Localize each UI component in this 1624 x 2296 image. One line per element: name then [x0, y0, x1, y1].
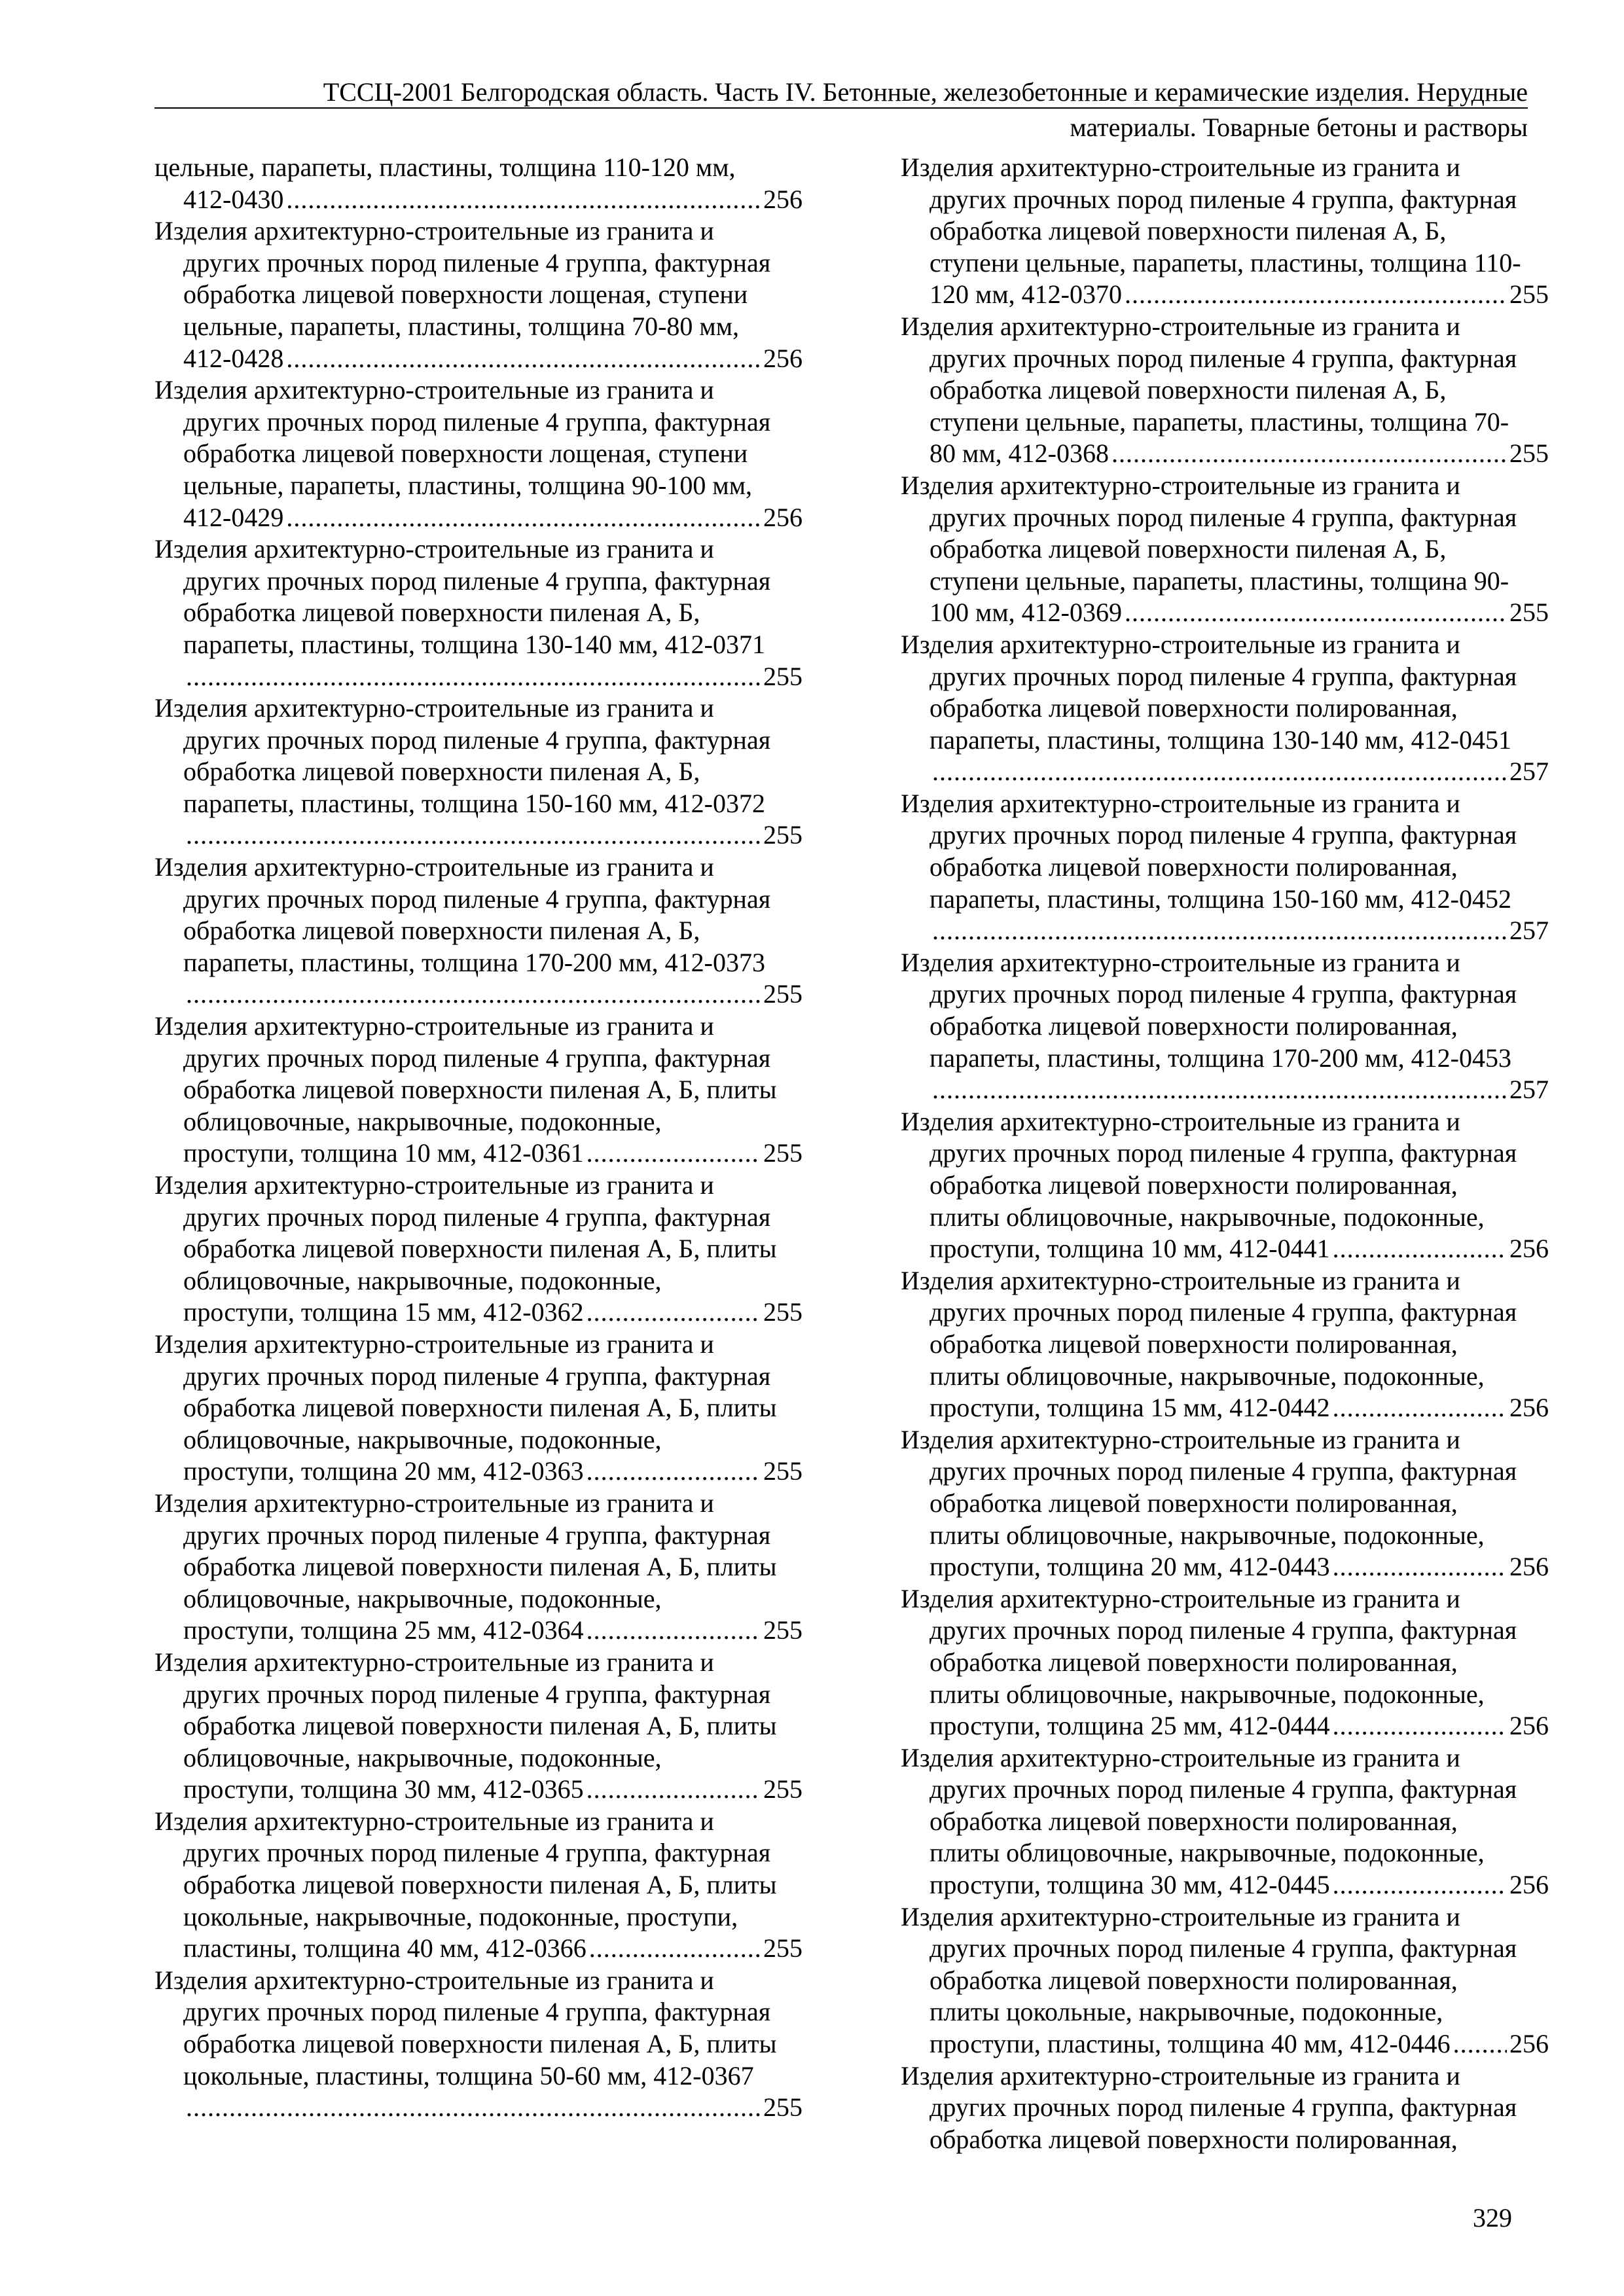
index-entry-line: Изделия архитектурно-строительные из гранита и	[901, 311, 1460, 341]
index-entry	[154, 533, 803, 692]
dot-leader	[1333, 1551, 1507, 1583]
index-entry-line: других прочных пород пиленые 4 группа, фактурная	[929, 1456, 1517, 1486]
index-entry-line: обработка лицевой поверхности полированная,	[929, 1806, 1458, 1836]
index-entry-line: цельные, парапеты, пластины, толщина 90-100 мм,	[183, 470, 753, 500]
dot-leader	[186, 661, 761, 693]
index-entry-text: 412-0430	[183, 184, 284, 214]
dot-leader	[586, 1615, 761, 1647]
index-entry	[154, 374, 803, 533]
index-entry-line: Изделия архитектурно-строительные из гранита и	[154, 534, 714, 564]
index-entry-line: других прочных пород пиленые 4 группа, фактурная	[183, 1202, 771, 1232]
index-page-ref[interactable]: 255	[763, 1615, 803, 1645]
index-page-ref[interactable]: 256	[763, 502, 803, 532]
index-entry-line: обработка лицевой поверхности лощеная, ступени	[183, 439, 748, 469]
index-page-ref[interactable]: 255	[1509, 439, 1549, 469]
index-entry-line: обработка лицевой поверхности полированная,	[929, 1011, 1458, 1041]
dot-leader	[1125, 279, 1507, 311]
index-entry-line: Изделия архитектурно-строительные из гранита и	[154, 1488, 714, 1518]
index-entry-line: Изделия архитектурно-строительные из гранита и	[901, 1742, 1460, 1772]
index-entry-text: проступи, толщина 20 мм, 412-0363	[183, 1456, 584, 1486]
index-entry-line: обработка лицевой поверхности пиленая А, Б,	[183, 598, 700, 628]
dot-leader	[186, 978, 761, 1011]
dot-leader	[932, 915, 1507, 947]
index-entry-line: облицовочные, накрывочные, подоконные,	[183, 1583, 662, 1613]
index-entry-line	[929, 438, 1549, 470]
dot-leader	[1333, 1710, 1507, 1742]
index-entry-line: парапеты, пластины, толщина 130-140 мм, 412-0371	[183, 629, 765, 659]
index-entry-line: обработка лицевой поверхности пиленая А, Б, плиты	[183, 1234, 777, 1264]
index-entry-line: обработка лицевой поверхности пиленая А, Б, плиты	[183, 2029, 777, 2059]
index-entry-line: обработка лицевой поверхности пиленая А, Б, плиты	[183, 1552, 777, 1582]
index-entry-line: других прочных пород пиленые 4 группа, фактурная	[929, 1615, 1517, 1645]
index-entry-text: проступи, толщина 10 мм, 412-0441	[929, 1234, 1330, 1264]
index-entry	[901, 470, 1549, 629]
index-entry	[154, 852, 803, 1011]
index-entry-line: обработка лицевой поверхности пиленая А, Б, плиты	[183, 1870, 777, 1900]
index-entry-line: других прочных пород пиленые 4 группа, фактурная	[183, 1997, 771, 2027]
index-entry-line: других прочных пород пиленые 4 группа, фактурная	[183, 1838, 771, 1868]
index-page-ref[interactable]: 256	[1509, 1870, 1549, 1900]
index-entry	[901, 947, 1549, 1106]
index-page-ref[interactable]: 256	[763, 343, 803, 373]
index-entry-line: цельные, парапеты, пластины, толщина 70-80 мм,	[183, 311, 740, 341]
index-page-ref[interactable]: 256	[1509, 1393, 1549, 1423]
index-entry-line: Изделия архитектурно-строительные из гранита и	[154, 852, 714, 882]
index-entry-line	[183, 1297, 803, 1329]
index-entry-line: облицовочные, накрывочные, подоконные,	[183, 1106, 662, 1136]
index-page-ref[interactable]: 256	[1509, 1552, 1549, 1582]
index-entry-line: ступени цельные, парапеты, пластины, толщина 90-	[929, 565, 1509, 596]
index-entry	[901, 1265, 1549, 1424]
index-entry-line: плиты облицовочные, накрывочные, подоконные,	[929, 1361, 1485, 1391]
index-entry	[154, 1011, 803, 1170]
index-entry-line: других прочных пород пиленые 4 группа, фактурная	[929, 1138, 1517, 1168]
index-entry-text: проступи, толщина 25 мм, 412-0364	[183, 1615, 584, 1645]
index-entry-line: обработка лицевой поверхности полированная,	[929, 2124, 1458, 2154]
dot-leader	[1333, 1233, 1507, 1265]
index-entry-line: Изделия архитектурно-строительные из гранита и	[901, 788, 1460, 818]
index-column-right	[901, 152, 1549, 2155]
index-entry	[154, 152, 803, 215]
index-entry-line: обработка лицевой поверхности полированная,	[929, 693, 1458, 723]
index-entry	[901, 152, 1549, 311]
index-entry-text: проступи, толщина 15 мм, 412-0442	[929, 1393, 1330, 1423]
index-page-ref[interactable]: 256	[1509, 1234, 1549, 1264]
dot-leader	[586, 1774, 761, 1806]
index-page-ref[interactable]: 255	[763, 979, 803, 1009]
index-entry-line: других прочных пород пиленые 4 группа, фактурная	[929, 1297, 1517, 1327]
index-entry-text: проступи, толщина 10 мм, 412-0361	[183, 1138, 584, 1168]
index-entry	[901, 1742, 1549, 1901]
index-entry-line: обработка лицевой поверхности пиленая А, Б,	[929, 534, 1447, 564]
index-entry-line	[183, 184, 803, 216]
index-entry-line: других прочных пород пиленые 4 группа, фактурная	[929, 343, 1517, 373]
index-entry-line: парапеты, пластины, толщина 150-160 мм, 412-0372	[183, 788, 765, 818]
index-entry-line	[929, 1233, 1549, 1265]
index-entry-line	[183, 1774, 803, 1806]
index-entry	[154, 692, 803, 852]
index-entry-line	[929, 756, 1549, 788]
index-entry	[901, 1901, 1549, 2060]
index-entry-line	[929, 1392, 1549, 1424]
index-entry-line: других прочных пород пиленые 4 группа, фактурная	[929, 1774, 1517, 1804]
index-entry	[901, 1583, 1549, 1742]
index-entry-line	[183, 819, 803, 852]
running-header-continued	[154, 111, 1528, 144]
index-entry-line	[929, 1074, 1549, 1106]
index-entry-line: Изделия архитектурно-строительные из гранита и	[901, 1424, 1460, 1454]
index-entry-line: Изделия архитектурно-строительные из гранита и	[154, 1011, 714, 1041]
index-entry-line: других прочных пород пиленые 4 группа, фактурная	[929, 661, 1517, 691]
index-page-ref[interactable]: 255	[763, 1774, 803, 1804]
index-entry-line: ступени цельные, парапеты, пластины, толщина 110-	[929, 247, 1521, 278]
index-page-ref[interactable]: 255	[763, 1933, 803, 1964]
index-entry-line: Изделия архитектурно-строительные из гранита и	[154, 375, 714, 405]
dot-leader	[186, 2092, 761, 2124]
index-page-ref[interactable]: 257	[1509, 916, 1549, 946]
index-entry-line: цокольные, пластины, толщина 50-60 мм, 412-0367	[183, 2060, 754, 2090]
index-page-ref[interactable]: 257	[1509, 1075, 1549, 1105]
index-entry-line: плиты облицовочные, накрывочные, подоконные,	[929, 1679, 1485, 1709]
index-entry-line: Изделия архитектурно-строительные из гранита и	[901, 947, 1460, 977]
dot-leader	[586, 1456, 761, 1488]
index-entry-line: облицовочные, накрывочные, подоконные,	[183, 1424, 662, 1454]
index-page-ref[interactable]: 255	[763, 1456, 803, 1486]
dot-leader	[586, 1138, 761, 1170]
index-entry-text: проступи, толщина 20 мм, 412-0443	[929, 1552, 1330, 1582]
index-entry-line	[183, 343, 803, 375]
dot-leader	[589, 1933, 761, 1965]
index-entry	[901, 629, 1549, 788]
page-number: 329	[1473, 2203, 1512, 2233]
index-entry-text: 100 мм, 412-0369	[929, 598, 1122, 628]
index-entry-text: проступи, толщина 25 мм, 412-0444	[929, 1711, 1330, 1741]
index-entry-text: 120 мм, 412-0370	[929, 279, 1122, 310]
index-entry-line: других прочных пород пиленые 4 группа, фактурная	[929, 979, 1517, 1009]
index-entry-line: Изделия архитектурно-строительные из гранита и	[901, 629, 1460, 659]
index-entry-line: обработка лицевой поверхности полированная,	[929, 1329, 1458, 1359]
index-page-ref[interactable]: 255	[763, 661, 803, 691]
index-entry-line: парапеты, пластины, толщина 170-200 мм, 412-0373	[183, 947, 765, 977]
index-entry-line: других прочных пород пиленые 4 группа, фактурная	[183, 406, 771, 437]
dot-leader	[286, 184, 761, 216]
index-entry-line: обработка лицевой поверхности полированная,	[929, 1488, 1458, 1518]
index-entry-line: Изделия архитектурно-строительные из гранита и	[901, 1583, 1460, 1613]
index-entry-line: других прочных пород пиленые 4 группа, фактурная	[183, 247, 771, 278]
dot-leader	[186, 819, 761, 852]
index-entry-line: других прочных пород пиленые 4 группа, фактурная	[929, 184, 1517, 214]
index-entry-line	[183, 1138, 803, 1170]
index-entry	[154, 215, 803, 374]
index-entry-line: облицовочные, накрывочные, подоконные,	[183, 1742, 662, 1772]
index-entry-line: других прочных пород пиленые 4 группа, фактурная	[183, 1361, 771, 1391]
index-entry-text: пластины, толщина 40 мм, 412-0366	[183, 1933, 586, 1964]
index-entry-line: Изделия архитектурно-строительные из гранита и	[901, 1106, 1460, 1136]
header-line-1: ТССЦ-2001 Белгородская область. Часть IV. Бетонные, железобетонные и керамические изделия. Нерудные	[323, 77, 1528, 107]
index-entry-line	[929, 1869, 1549, 1901]
index-entry-line: обработка лицевой поверхности пиленая А, Б, плиты	[183, 1711, 777, 1741]
index-entry-line: Изделия архитектурно-строительные из гранита и	[154, 1965, 714, 1995]
index-entry-line: Изделия архитектурно-строительные из гранита и	[901, 1265, 1460, 1295]
index-entry-line: обработка лицевой поверхности лощеная, ступени	[183, 279, 748, 310]
index-entry	[154, 1329, 803, 1488]
index-entry-line: других прочных пород пиленые 4 группа, фактурная	[929, 2092, 1517, 2123]
dot-leader	[586, 1297, 761, 1329]
index-entry-line	[929, 279, 1549, 311]
index-entry-line: других прочных пород пиленые 4 группа, фактурная	[929, 820, 1517, 850]
dot-leader	[286, 343, 761, 375]
index-entry-line	[929, 597, 1549, 629]
index-entry-line: Изделия архитектурно-строительные из гранита и	[154, 693, 714, 723]
index-page-ref[interactable]: 255	[763, 1297, 803, 1327]
index-entry-line: обработка лицевой поверхности полированная,	[929, 1965, 1458, 1995]
index-page-ref[interactable]: 255	[1509, 598, 1549, 628]
index-page-ref[interactable]: 255	[763, 820, 803, 850]
dot-leader	[932, 1074, 1507, 1106]
index-entry-line: Изделия архитектурно-строительные из гранита и	[154, 1647, 714, 1677]
index-entry-line: парапеты, пластины, толщина 150-160 мм, 412-0452	[929, 884, 1511, 914]
index-entry-text: проступи, толщина 30 мм, 412-0445	[929, 1870, 1330, 1900]
index-entry-text: проступи, толщина 30 мм, 412-0365	[183, 1774, 584, 1804]
index-entry-line: плиты облицовочные, накрывочные, подоконные,	[929, 1520, 1485, 1550]
index-entry-text: 412-0428	[183, 343, 284, 373]
index-page-ref[interactable]: 256	[763, 184, 803, 214]
index-entry-line: других прочных пород пиленые 4 группа, фактурная	[183, 1043, 771, 1073]
index-entry-line: обработка лицевой поверхности полированная,	[929, 1647, 1458, 1677]
index-entry-line: Изделия архитектурно-строительные из гранита и	[901, 470, 1460, 500]
index-entry-line	[183, 978, 803, 1011]
index-entry-line: других прочных пород пиленые 4 группа, фактурная	[183, 884, 771, 914]
index-entry-line: других прочных пород пиленые 4 группа, фактурная	[929, 502, 1517, 532]
dot-leader	[286, 502, 761, 534]
index-entry-text: 412-0429	[183, 502, 284, 532]
index-entry-line: Изделия архитектурно-строительные из гранита и	[901, 1901, 1460, 1931]
index-entry	[901, 1106, 1549, 1265]
index-entry-line: других прочных пород пиленые 4 группа, фактурная	[929, 1933, 1517, 1964]
index-entry-line: Изделия архитектурно-строительные из гранита и	[154, 1329, 714, 1359]
index-entry-line	[183, 2092, 803, 2124]
index-entry-line: других прочных пород пиленые 4 группа, фактурная	[183, 1520, 771, 1550]
index-entry-line: других прочных пород пиленые 4 группа, фактурная	[183, 565, 771, 596]
dot-leader	[932, 756, 1507, 788]
index-entry-line: плиты облицовочные, накрывочные, подоконные,	[929, 1202, 1485, 1232]
index-page-ref[interactable]: 255	[1509, 279, 1549, 310]
index-entry-line	[183, 502, 803, 534]
index-entry-line	[929, 1710, 1549, 1742]
index-entry-line: других прочных пород пиленые 4 группа, фактурная	[183, 725, 771, 755]
running-header	[154, 77, 1528, 109]
index-entry	[154, 1647, 803, 1806]
index-entry-line: обработка лицевой поверхности полированная,	[929, 852, 1458, 882]
header-line-2: материалы. Товарные бетоны и растворы	[1070, 113, 1528, 142]
index-page-ref[interactable]: 257	[1509, 757, 1549, 787]
dot-leader	[1125, 597, 1507, 629]
index-entry	[901, 311, 1549, 470]
index-entry	[154, 1170, 803, 1329]
index-entry-line: обработка лицевой поверхности пиленая А, Б,	[183, 757, 700, 787]
index-entry	[901, 2060, 1549, 2156]
index-entry-line	[183, 1615, 803, 1647]
index-entry	[154, 1488, 803, 1647]
index-entry-line: Изделия архитектурно-строительные из гранита и	[154, 1806, 714, 1836]
index-entry	[901, 788, 1549, 947]
index-entry-text: проступи, толщина 15 мм, 412-0362	[183, 1297, 584, 1327]
index-page-ref[interactable]: 256	[1509, 1711, 1549, 1741]
index-entry-line: парапеты, пластины, толщина 130-140 мм, 412-0451	[929, 725, 1511, 755]
index-page-ref[interactable]: 255	[763, 1138, 803, 1168]
index-entry-line	[183, 661, 803, 693]
index-entry-line: Изделия архитектурно-строительные из гранита и	[901, 2060, 1460, 2090]
dot-leader	[1111, 438, 1507, 470]
index-entry-line: Изделия архитектурно-строительные из гранита и	[154, 1170, 714, 1200]
index-entry-line: плиты цокольные, накрывочные, подоконные,	[929, 1997, 1443, 2027]
index-entry-text: проступи, пластины, толщина 40 мм, 412-0446	[929, 2029, 1451, 2059]
dot-leader	[1333, 1869, 1507, 1901]
index-entry-line: других прочных пород пиленые 4 группа, фактурная	[183, 1679, 771, 1709]
index-entry-line	[183, 1456, 803, 1488]
index-entry-line: обработка лицевой поверхности пиленая А, Б,	[183, 916, 700, 946]
index-entry-line	[929, 915, 1549, 947]
index-entry-line: плиты облицовочные, накрывочные, подоконные,	[929, 1838, 1485, 1868]
index-entry-line: обработка лицевой поверхности полированная,	[929, 1170, 1458, 1200]
index-entry-line	[929, 1551, 1549, 1583]
index-entry-line: ступени цельные, парапеты, пластины, толщина 70-	[929, 406, 1509, 437]
index-entry	[901, 1424, 1549, 1583]
index-entry-line: обработка лицевой поверхности пиленая А, Б,	[929, 375, 1447, 405]
index-entry	[154, 1806, 803, 1965]
index-entry-line: облицовочные, накрывочные, подоконные,	[183, 1265, 662, 1295]
index-entry-line: обработка лицевой поверхности пиленая А, Б,	[929, 216, 1447, 246]
index-entry-line: Изделия архитектурно-строительные из гранита и	[901, 152, 1460, 182]
index-entry-line: обработка лицевой поверхности пиленая А, Б, плиты	[183, 1075, 777, 1105]
dot-leader	[1333, 1392, 1507, 1424]
index-entry-line: обработка лицевой поверхности пиленая А, Б, плиты	[183, 1393, 777, 1423]
index-column-left	[154, 152, 803, 2124]
index-entry-line	[929, 2028, 1549, 2060]
dot-leader	[1453, 2028, 1507, 2060]
index-page-ref[interactable]: 256	[1509, 2029, 1549, 2059]
index-entry-line: парапеты, пластины, толщина 170-200 мм, 412-0453	[929, 1043, 1511, 1073]
index-entry-line	[183, 1933, 803, 1965]
index-entry-line: цокольные, накрывочные, подоконные, проступи,	[183, 1901, 738, 1931]
index-entry-text: 80 мм, 412-0368	[929, 439, 1109, 469]
index-entry-line: цельные, парапеты, пластины, толщина 110-120 мм,	[154, 152, 736, 182]
index-entry	[154, 1965, 803, 2124]
index-entry-line: Изделия архитектурно-строительные из гранита и	[154, 216, 714, 246]
index-page-ref[interactable]: 255	[763, 2092, 803, 2123]
